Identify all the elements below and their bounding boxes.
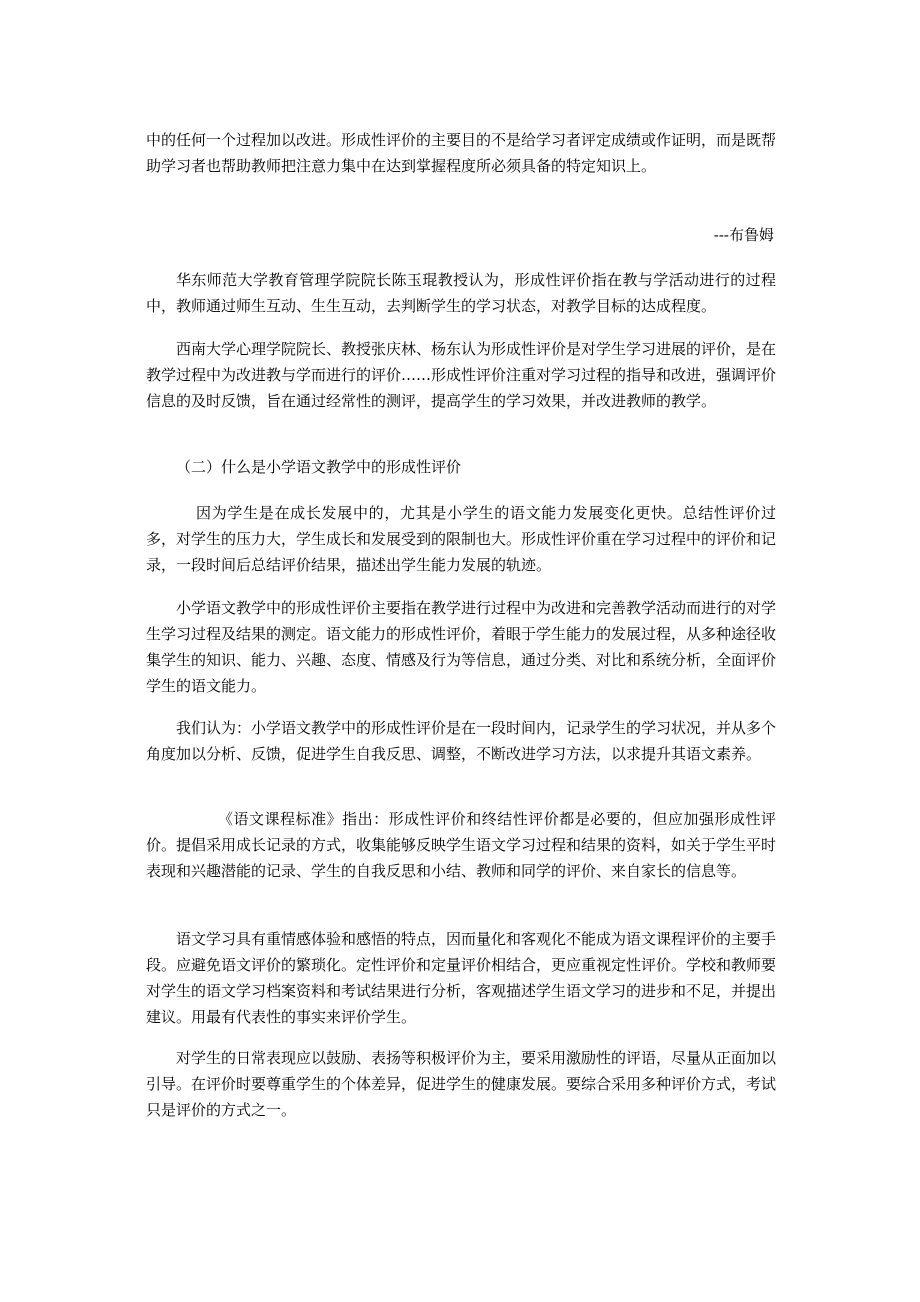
- section-heading: （二）什么是小学语文教学中的形成性评价: [176, 458, 462, 476]
- paragraph-curriculum-standard: 《语文课程标准》指出：形成性评价和终结性评价都是必要的，但应加强形成性评价。提倡采用成长记录的方式，收集能够反映学生语文学习过程和结果的资料，如关于学生平时表现和兴趣潜能的记录、学生的自我反思和小结、教师和同学的评价、来自家长的信息等。: [146, 810, 777, 880]
- paragraph-why-formative: 因为学生是在成长发展中的，尤其是小学生的语文能力发展变化更快。总结性评价过多，对学生的压力大，学生成长和发展受到的限制也大。形成性评价重在学习过程中的评价和记录，一段时间后总结评价结果，描述出学生能力发展的轨迹。: [146, 504, 777, 574]
- paragraph-encouragement: 对学生的日常表现应以鼓励、表扬等积极评价为主，要采用激励性的评语，尽量从正面加以引导。在评价时要尊重学生的个体差异，促进学生的健康发展。要综合采用多种评价方式，考试只是评价的方式之一。: [146, 1049, 777, 1119]
- quote-attribution: ---布鲁姆: [713, 226, 774, 244]
- paragraph-zhang-qinglin: 西南大学心理学院院长、教授张庆林、杨东认为形成性评价是对学生学习进展的评价，是在教学过程中为改进教与学而进行的评价……形成性评价注重对学习过程的指导和改进，强调评价信息的及时反馈，旨在通过经常性的测评，提高学生的学习效果，并改进教师的教学。: [146, 340, 777, 410]
- paragraph-definition: 小学语文教学中的形成性评价主要指在教学进行过程中为改进和完善教学活动而进行的对学生学习过程及结果的测定。语文能力的形成性评价，着眼于学生能力的发展过程，从多种途径收集学生的知识、能力、兴趣、态度、情感及行为等信息，通过分类、对比和系统分析，全面评价学生的语文能力。: [146, 599, 777, 695]
- paragraph-qualitative: 语文学习具有重情感体验和感悟的特点，因而量化和客观化不能成为语文课程评价的主要手段。应避免语文评价的繁琐化。定性评价和定量评价相结合，更应重视定性评价。学校和教师要对学生的语文学习档案资料和考试结果进行分析，客观描述学生语文学习的进步和不足，并提出建议。用最有代表性的事实来评价学生。: [146, 930, 777, 1026]
- paragraph-continuation: 中的任何一个过程加以改进。形成性评价的主要目的不是给学习者评定成绩或作证明，而是既帮助学习者也帮助教师把注意力集中在达到掌握程度所必须具备的特定知识上。: [146, 131, 777, 175]
- paragraph-chen-yukun: 华东师范大学教育管理学院院长陈玉琨教授认为，形成性评价指在教与学活动进行的过程中，教师通过师生互动、生生互动，去判断学生的学习状态，对教学目标的达成程度。: [146, 271, 776, 315]
- paragraph-our-view: 我们认为：小学语文教学中的形成性评价是在一段时间内，记录学生的学习状况，并从多个角度加以分析、反馈，促进学生自我反思、调整，不断改进学习方法，以求提升其语文素养。: [146, 719, 777, 763]
